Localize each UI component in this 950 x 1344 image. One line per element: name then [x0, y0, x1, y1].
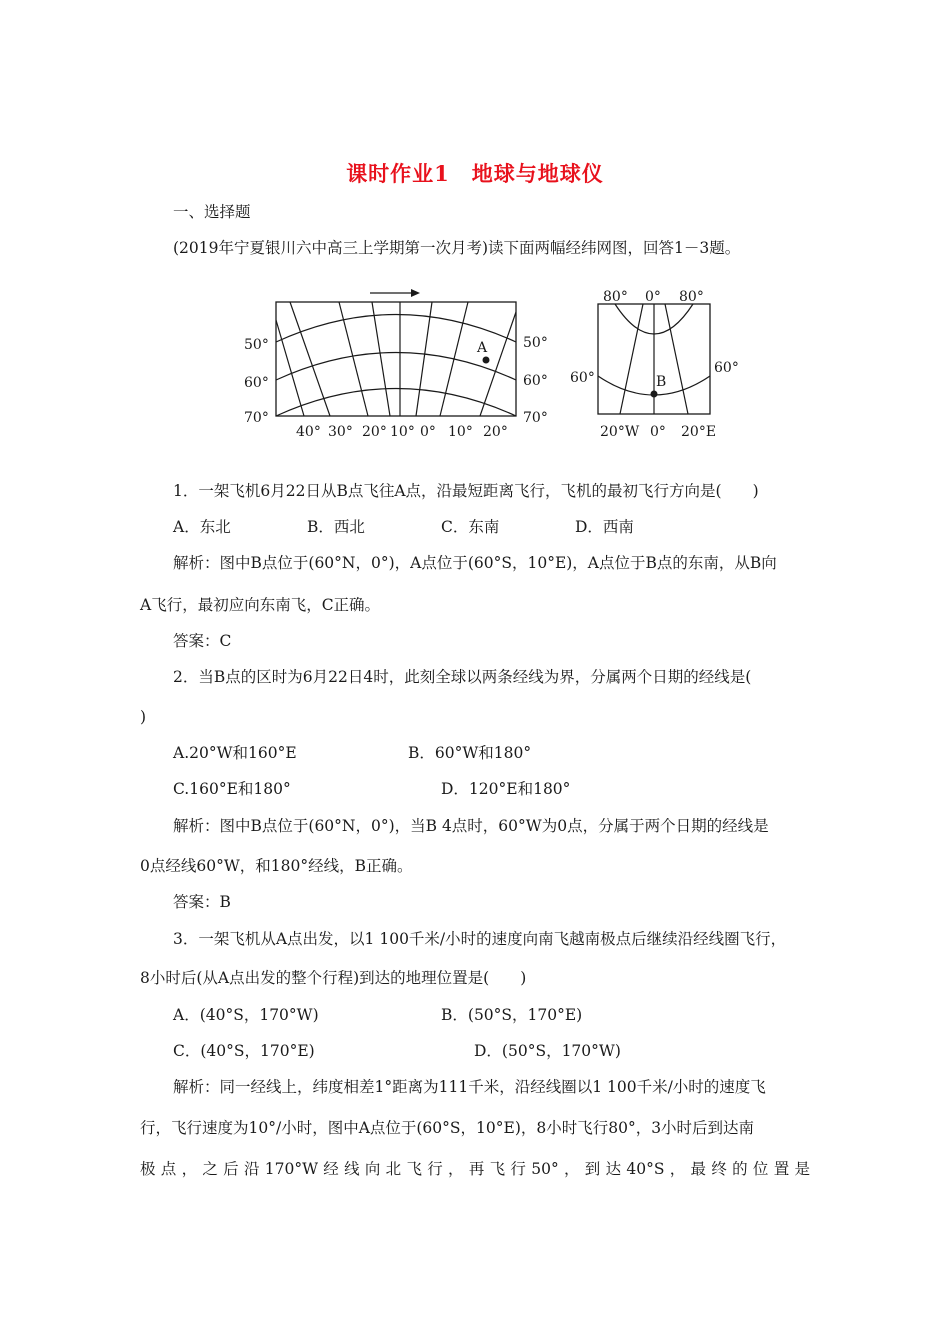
q3-analysis-line: 极点，之后沿170°W经线向北飞行，再飞行50°，到达40°S，最终的位置是 [140, 1160, 810, 1178]
lat-label-left: 60° [244, 375, 269, 391]
lat-label-left: 70° [244, 410, 269, 426]
q3-analysis-line: 行，飞行速度为10°/小时，图中A点位于(60°S，10°E)，8小时飞行80°，3小时后到达南 [140, 1119, 755, 1137]
point-a-label: A [477, 340, 488, 356]
lat-label-right: 70° [523, 410, 548, 426]
side-label-left: 60° [570, 370, 595, 386]
meridian [339, 302, 368, 416]
q2-answer: 答案：B [173, 893, 231, 911]
lon-label: 20° [483, 424, 508, 440]
q3-option-c: C．(40°S，170°E) [173, 1042, 315, 1060]
q2-stem: 2．当B点的区时为6月22日4时，此刻全球以两条经线为界，分属两个日期的经线是( [173, 668, 752, 686]
q3-option-d: D．(50°S，170°W) [474, 1042, 621, 1060]
lon-label: 10° [448, 424, 473, 440]
meridian [480, 312, 516, 416]
lon-label: 10° [390, 424, 415, 440]
q1-option-c: C．东南 [441, 518, 500, 536]
map-frame [276, 302, 516, 416]
q2-analysis-line: 0点经线60°W，和180°经线，B正确。 [140, 857, 413, 875]
q3-stem-line: 8小时后(从A点出发的整个行程)到达的地理位置是( ) [140, 969, 527, 987]
lon-label: 30° [328, 424, 353, 440]
point-a-marker [483, 357, 490, 364]
top-label: 80° [603, 289, 628, 305]
meridian-20e [665, 304, 688, 414]
meridian [372, 302, 390, 416]
q3-stem: 3．一架飞机从A点出发，以1 100千米/小时的速度向南飞越南极点后继续沿经线圈飞行， [173, 930, 787, 948]
intro-text: (2019年宁夏银川六中高三上学期第一次月考)读下面两幅经纬网图，回答1－3题。 [173, 239, 741, 257]
arrow-head [411, 289, 420, 297]
q1-option-b: B．西北 [307, 518, 365, 536]
page-title: 课时作业1 地球与地球仪 [346, 161, 604, 186]
graticule-figure-a [240, 282, 560, 442]
meridian [290, 302, 330, 416]
lat-label-right: 60° [523, 373, 548, 389]
lat-label-right: 50° [523, 335, 548, 351]
q2-option-a: A.20°W和160°E [173, 744, 297, 762]
q3-option-b: B．(50°S，170°E) [441, 1006, 583, 1024]
lon-label: 20° [362, 424, 387, 440]
lon-label: 0° [420, 424, 436, 440]
top-label: 80° [679, 289, 704, 305]
bottom-label: 0° [650, 424, 666, 440]
q1-analysis-line: 解析：图中B点位于(60°N，0°)，A点位于(60°S，10°E)，A点位于B点的东南，从B向 [173, 554, 777, 572]
point-b-marker [651, 391, 658, 398]
q2-stem-end: ) [140, 708, 147, 726]
q1-answer: 答案：C [173, 632, 232, 650]
top-label: 0° [645, 289, 661, 305]
meridian-20w [620, 304, 643, 414]
q1-option-d: D．西南 [575, 518, 634, 536]
parallel-70 [276, 389, 516, 417]
q3-analysis-line: 解析：同一经线上，纬度相差1°距离为111千米，沿经线圈以1 100千米/小时的速度飞 [173, 1078, 766, 1096]
section-heading: 一、选择题 [173, 203, 251, 221]
q2-option-b: B．60°W和180° [408, 744, 532, 762]
bottom-label: 20°W [600, 424, 640, 440]
q1-analysis-line: A飞行，最初应向东南飞，C正确。 [140, 596, 381, 614]
parallel-50 [276, 315, 516, 343]
meridian [416, 302, 432, 416]
point-b-label: B [656, 374, 667, 390]
side-label-right: 60° [714, 360, 739, 376]
graticule-figure-b [565, 282, 745, 442]
lon-label: 40° [296, 424, 321, 440]
lat-label-left: 50° [244, 337, 269, 353]
q1-option-a: A．东北 [173, 518, 231, 536]
q1-stem: 1．一架飞机6月22日从B点飞往A点，沿最短距离飞行，飞机的最初飞行方向是( ) [173, 482, 759, 500]
q2-option-c: C.160°E和180° [173, 780, 291, 798]
q2-option-d: D．120°E和180° [441, 780, 571, 798]
q3-option-a: A．(40°S，170°W) [173, 1006, 319, 1024]
meridian [276, 320, 304, 416]
bottom-label: 20°E [681, 424, 717, 440]
q2-analysis-line: 解析：图中B点位于(60°N，0°)，当B 4点时，60°W为0点，分属于两个日期的经线是 [173, 817, 769, 835]
